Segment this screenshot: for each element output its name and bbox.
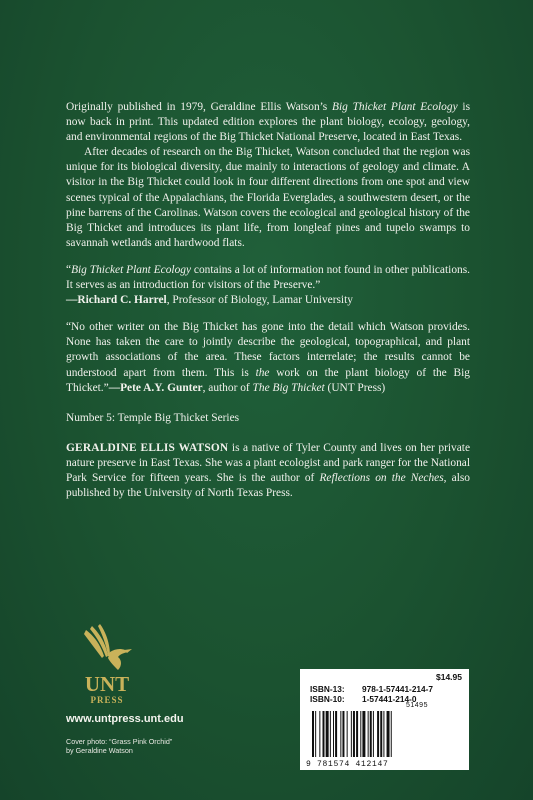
- isbn10-row: [310, 694, 416, 704]
- barcode-stripe: [391, 711, 392, 757]
- quote-harrel: [66, 263, 470, 308]
- isbn10-label: ISBN-10:: [310, 694, 345, 704]
- press-letters: PRESS: [90, 695, 124, 705]
- barcode-stripe: [330, 711, 331, 757]
- research-paragraph: After decades of research on the Big Thicket, Watson concluded that the region was unique for its biological diversity, due mainly to interactions of geology and climate. A visitor in the Big Thicket could look in four different directions from one spot and view scenes typical of the Appalachians, the Florida Everglades, a southwestern desert, or the pine barrens of the Carolinas. Watson covers the ecological and geological history of the Big Thicket and introduces its plant life, from longleaf pines and tupelo swamps to savannah wetlands and hardwood flats.: [66, 146, 470, 249]
- author-other-book: Reflections on the Neches: [319, 471, 444, 484]
- unt-letters: UNT: [84, 672, 130, 696]
- price-code: 51495: [406, 702, 428, 709]
- quote-open-mark: “: [66, 263, 72, 276]
- barcode-stripe: [340, 711, 341, 757]
- isbn13-value: 978-1-57441-214-7: [362, 684, 434, 694]
- photo-credit: [66, 737, 172, 755]
- barcode-stripe: [315, 711, 316, 757]
- isbn13-row: [310, 684, 433, 694]
- barcode-stripe: [387, 711, 390, 757]
- quote-gunter: [66, 320, 470, 395]
- barcode-stripe: [312, 711, 314, 757]
- intro-paragraph: [66, 100, 470, 145]
- photo-credit-title: Cover photo: “Grass Pink Orchid”: [66, 737, 173, 746]
- quote-gunter-emphasis: the: [255, 366, 270, 379]
- isbn10-value: 1-57441-214-0: [362, 694, 417, 704]
- isbn13-label: ISBN-13:: [310, 684, 345, 694]
- barcode-stripe: [353, 711, 355, 757]
- quote-gunter-publisher: (UNT Press): [324, 381, 386, 394]
- barcode-stripe: [370, 711, 372, 757]
- quote-book-title: Big Thicket Plant Ecology: [71, 263, 192, 276]
- barcode-stripe: [333, 711, 334, 757]
- barcode-stripe: [347, 711, 348, 757]
- publisher-website[interactable]: www.untpress.unt.edu: [66, 713, 184, 725]
- unt-press-logo: [72, 622, 142, 708]
- intro-text-start: Originally published in 1979, Geraldine Ellis Watson’s: [66, 101, 332, 113]
- barcode-stripe: [380, 711, 382, 757]
- barcode-stripe: [377, 711, 379, 757]
- barcode-stripe: [368, 711, 369, 757]
- barcode-digits: 9 781574 412147: [306, 760, 389, 769]
- barcode-stripe: [351, 711, 352, 757]
- price-tag: $14.95: [436, 672, 462, 682]
- barcode-stripe: [383, 711, 384, 757]
- barcode-stripe: [335, 711, 337, 757]
- cover-text: [66, 100, 470, 501]
- barcode-stripe: [326, 711, 329, 757]
- quote-gunter-role: , author of: [202, 381, 253, 394]
- quote-harrel-affiliation: , Professor of Biology, Lamar University: [166, 294, 353, 307]
- barcode-stripe: [362, 711, 365, 757]
- quote-gunter-author: —Pete A.Y. Gunter: [108, 381, 203, 394]
- eagle-icon: [84, 624, 132, 670]
- barcode-stripe: [319, 711, 320, 757]
- quote-gunter-text: “No other writer on the Big Thicket has gone into the detail which Watson provides. None has taken the care to jointly describe the geological, topographical, and plant growth associations of the area. These factors interrelate; the results cannot be understood apart from them. This is: [66, 321, 470, 379]
- barcode-bars: [312, 711, 460, 757]
- barcode-stripe: [356, 711, 358, 757]
- barcode-stripe: [342, 711, 344, 757]
- series-line: Number 5: Temple Big Thicket Series: [66, 411, 240, 424]
- author-name: GERALDINE ELLIS WATSON: [66, 441, 229, 454]
- author-bio-end: , also published by the University of North Texas Press.: [66, 471, 471, 500]
- author-bio-text: is a native of Tyler County and lives on her private nature preserve in East Texas. She was a plant ecologist and park ranger for the National Park Service for fifteen years. She is the author of: [66, 441, 470, 484]
- barcode-label: [300, 669, 469, 770]
- barcode-stripe: [360, 711, 361, 757]
- author-bio: [66, 441, 470, 501]
- quote-gunter-text-end: work on the plant biology of the Big Thicket.”: [66, 366, 470, 394]
- intro-text-end: is now back in print. This updated edition explores the plant biology, ecology, geology, and environmental regions of the Big Thicket National Preserve, located in East Texas.: [66, 101, 470, 144]
- barcode-stripe: [373, 711, 374, 757]
- barcode-stripe: [323, 711, 325, 757]
- quote-harrel-author: —Richard C. Harrel: [66, 294, 167, 307]
- quote-gunter-book-title: The Big Thicket: [252, 381, 325, 394]
- intro-book-title: Big Thicket Plant Ecology: [332, 101, 458, 113]
- photo-credit-author: by Geraldine Watson: [66, 746, 133, 755]
- quote-harrel-text: contains a lot of information not found in other publications. It serves as an introduction for visitors of the Preserve.”: [66, 263, 470, 292]
